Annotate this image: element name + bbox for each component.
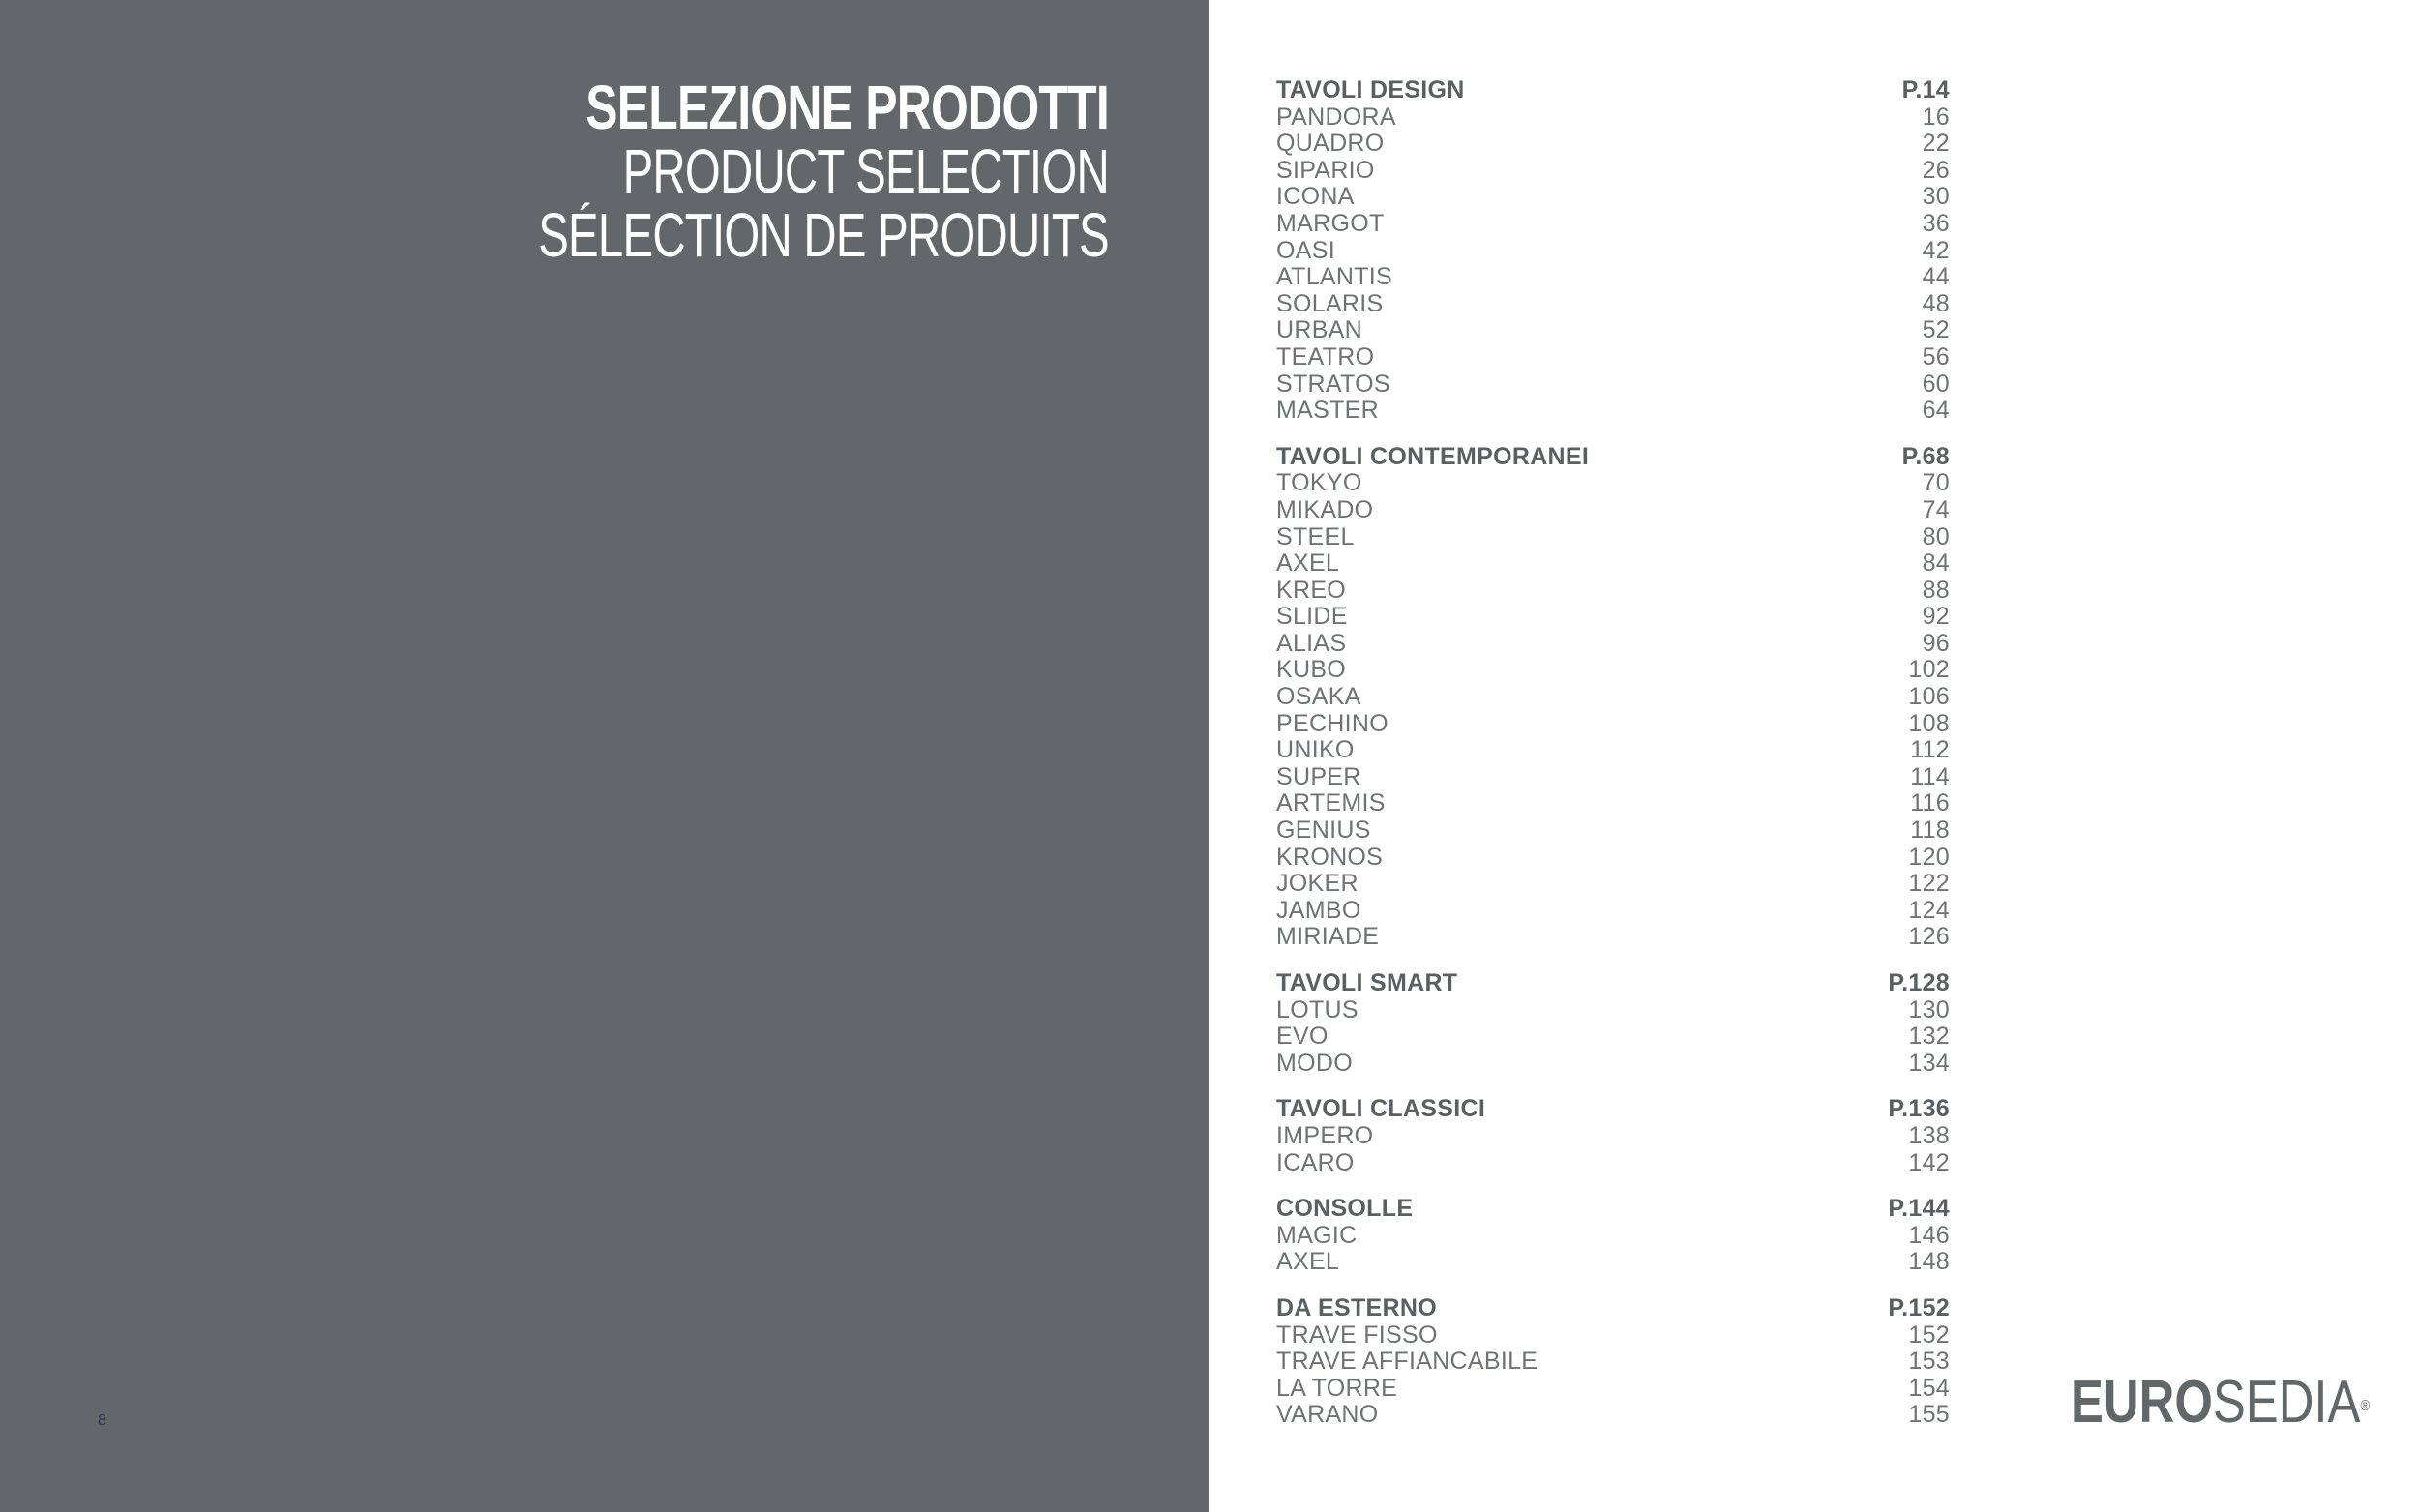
toc-section [1276, 1096, 1950, 1176]
toc-item-page: 153 [1908, 1348, 1950, 1376]
toc-item [1276, 371, 1950, 399]
toc-item-page: 130 [1908, 995, 1950, 1023]
toc-section [1276, 1196, 1950, 1276]
toc-item [1276, 1223, 1950, 1250]
toc-section-header [1276, 77, 1950, 104]
toc-item-page: 96 [1922, 629, 1950, 657]
toc-item-page: 126 [1908, 923, 1950, 951]
toc-section-header [1276, 1196, 1950, 1223]
toc-item [1276, 550, 1950, 578]
toc-item-name: MAGIC [1276, 1221, 1358, 1249]
table-of-contents [1276, 77, 1950, 1429]
toc-item [1276, 1023, 1950, 1051]
toc-section-header [1276, 1096, 1950, 1123]
toc-item [1276, 845, 1950, 872]
toc-section-title: TAVOLI SMART [1276, 969, 1458, 996]
toc-section-header [1276, 970, 1950, 997]
toc-item-page: 112 [1910, 736, 1950, 764]
toc-item-name: SOLARIS [1276, 289, 1384, 317]
toc-item-name: UNIKO [1276, 736, 1355, 764]
page-title-italian: SELEZIONE PRODOTTI [585, 73, 1109, 142]
toc-item-page: 84 [1922, 549, 1950, 578]
toc-section-page: P.144 [1888, 1195, 1950, 1223]
toc-section-page: P.14 [1901, 76, 1950, 104]
toc-item [1276, 684, 1950, 711]
toc-item-page: 102 [1908, 656, 1950, 684]
toc-section [1276, 1295, 1950, 1429]
toc-item-name: ICARO [1276, 1148, 1355, 1176]
toc-item-name: MIKADO [1276, 495, 1374, 523]
toc-item [1276, 344, 1950, 371]
toc-item-page: 114 [1910, 762, 1950, 790]
toc-item-name: MARGOT [1276, 209, 1385, 237]
toc-item-page: 148 [1908, 1248, 1950, 1276]
toc-item [1276, 1249, 1950, 1276]
toc-item-name: MASTER [1276, 397, 1379, 425]
toc-section-page: P.152 [1888, 1293, 1950, 1321]
toc-item [1276, 604, 1950, 631]
toc-item-name: EVO [1276, 1023, 1329, 1051]
toc-item-name: KRONOS [1276, 843, 1384, 871]
toc-item [1276, 184, 1950, 211]
toc-item-page: 132 [1908, 1023, 1950, 1051]
toc-item-page: 108 [1908, 709, 1950, 737]
toc-item [1276, 317, 1950, 344]
toc-section [1276, 77, 1950, 425]
page-number: 8 [98, 1412, 106, 1429]
toc-item [1276, 497, 1950, 524]
toc-item [1276, 1322, 1950, 1349]
toc-item [1276, 997, 1950, 1024]
toc-section-title: CONSOLLE [1276, 1195, 1414, 1223]
toc-item-name: URBAN [1276, 316, 1363, 344]
toc-item [1276, 158, 1950, 185]
toc-item-name: LOTUS [1276, 995, 1359, 1023]
toc-item [1276, 104, 1950, 132]
toc-item [1276, 238, 1950, 265]
toc-item-name: JOKER [1276, 870, 1359, 898]
toc-item-name: VARANO [1276, 1401, 1379, 1429]
page-title-english: PRODUCT SELECTION [622, 136, 1109, 206]
toc-item [1276, 398, 1950, 425]
toc-item [1276, 1402, 1950, 1429]
toc-section-title: TAVOLI CLASSICI [1276, 1095, 1486, 1123]
toc-item-name: OSAKA [1276, 683, 1361, 711]
toc-item-name: LA TORRE [1276, 1374, 1398, 1402]
eurosedia-logo [2071, 1369, 2371, 1436]
toc-item-page: 124 [1908, 896, 1950, 924]
toc-item-page: 70 [1922, 469, 1950, 497]
toc-item-name: KUBO [1276, 656, 1347, 684]
toc-item [1276, 711, 1950, 738]
toc-item-page: 138 [1908, 1121, 1950, 1149]
toc-item-name: PECHINO [1276, 709, 1389, 737]
toc-item [1276, 1349, 1950, 1376]
toc-section-header [1276, 1295, 1950, 1322]
toc-item-page: 146 [1908, 1221, 1950, 1249]
toc-item-page: 42 [1922, 236, 1950, 264]
toc-item-name: SIPARIO [1276, 156, 1375, 184]
toc-item-name: AXEL [1276, 1248, 1340, 1276]
toc-item-page: 134 [1908, 1049, 1950, 1077]
toc-item [1276, 211, 1950, 238]
toc-item-name: KREO [1276, 576, 1347, 604]
toc-item-name: JAMBO [1276, 896, 1361, 924]
toc-item [1276, 657, 1950, 684]
toc-item-name: TRAVE AFFIANCABILE [1276, 1348, 1538, 1376]
toc-item-page: 60 [1922, 370, 1950, 398]
toc-item [1276, 764, 1950, 791]
toc-section-title: TAVOLI CONTEMPORANEI [1276, 442, 1590, 470]
toc-item [1276, 871, 1950, 898]
toc-item [1276, 1150, 1950, 1177]
toc-item-page: 118 [1910, 816, 1950, 845]
toc-item-name: ALIAS [1276, 629, 1347, 657]
toc-item-name: ARTEMIS [1276, 789, 1386, 817]
logo-text-light: SEDIA [2212, 1369, 2361, 1436]
toc-item [1276, 264, 1950, 291]
toc-item-name: OASI [1276, 236, 1335, 264]
toc-item [1276, 291, 1950, 318]
toc-item-page: 80 [1922, 522, 1950, 550]
logo-text-bold: EURO [2071, 1369, 2213, 1436]
toc-item-name: IMPERO [1276, 1121, 1374, 1149]
toc-item-page: 152 [1908, 1320, 1950, 1349]
toc-item [1276, 131, 1950, 158]
toc-item-page: 155 [1908, 1401, 1950, 1429]
toc-item-name: SLIDE [1276, 603, 1348, 631]
toc-section-page: P.68 [1901, 442, 1950, 470]
toc-item [1276, 898, 1950, 925]
registered-mark: ® [2360, 1398, 2371, 1414]
toc-item-page: 92 [1922, 603, 1950, 631]
toc-item [1276, 1123, 1950, 1150]
toc-item-page: 74 [1922, 495, 1950, 523]
toc-item [1276, 737, 1950, 764]
toc-item-name: ICONA [1276, 183, 1355, 211]
toc-item [1276, 1376, 1950, 1403]
toc-item [1276, 524, 1950, 551]
toc-section-page: P.128 [1888, 969, 1950, 996]
toc-item-page: 22 [1922, 130, 1950, 158]
toc-section-header [1276, 444, 1950, 471]
toc-item-page: 154 [1908, 1374, 1950, 1402]
toc-item-page: 122 [1908, 870, 1950, 898]
toc-section-title: DA ESTERNO [1276, 1293, 1437, 1321]
toc-section-title: TAVOLI DESIGN [1276, 76, 1465, 104]
toc-item [1276, 470, 1950, 497]
toc-item-name: STEEL [1276, 522, 1355, 550]
toc-item-page: 106 [1908, 683, 1950, 711]
toc-item-name: MIRIADE [1276, 923, 1380, 951]
toc-item-page: 36 [1922, 209, 1950, 237]
toc-item-name: ATLANTIS [1276, 263, 1393, 291]
toc-item [1276, 817, 1950, 845]
toc-item [1276, 578, 1950, 605]
toc-item-page: 116 [1910, 789, 1950, 817]
toc-item-page: 44 [1922, 263, 1950, 291]
toc-item-page: 142 [1908, 1148, 1950, 1176]
toc-item-page: 26 [1922, 156, 1950, 184]
toc-item-page: 56 [1922, 342, 1950, 371]
toc-item-name: TRAVE FISSO [1276, 1320, 1438, 1349]
toc-item-page: 64 [1922, 397, 1950, 425]
toc-item-name: TEATRO [1276, 342, 1375, 371]
toc-item-page: 16 [1922, 103, 1950, 131]
page-title-block [338, 73, 1109, 270]
toc-item-name: QUADRO [1276, 130, 1385, 158]
toc-item-page: 88 [1922, 576, 1950, 604]
toc-item-page: 48 [1922, 289, 1950, 317]
toc-item [1276, 1051, 1950, 1078]
toc-item [1276, 631, 1950, 658]
toc-item-name: MODO [1276, 1049, 1353, 1077]
toc-section [1276, 970, 1950, 1077]
toc-item [1276, 924, 1950, 951]
toc-section [1276, 444, 1950, 951]
toc-item-name: GENIUS [1276, 816, 1371, 845]
toc-item-name: AXEL [1276, 549, 1340, 578]
toc-item-page: 52 [1922, 316, 1950, 344]
toc-section-page: P.136 [1888, 1095, 1950, 1123]
toc-item-name: TOKYO [1276, 469, 1362, 497]
toc-item-name: SUPER [1276, 762, 1361, 790]
page-title-french: SÉLECTION DE PRODUITS [538, 200, 1109, 270]
toc-item-name: PANDORA [1276, 103, 1396, 131]
toc-item-page: 120 [1908, 843, 1950, 871]
toc-item-page: 30 [1922, 183, 1950, 211]
toc-item-name: STRATOS [1276, 370, 1390, 398]
toc-item [1276, 790, 1950, 817]
